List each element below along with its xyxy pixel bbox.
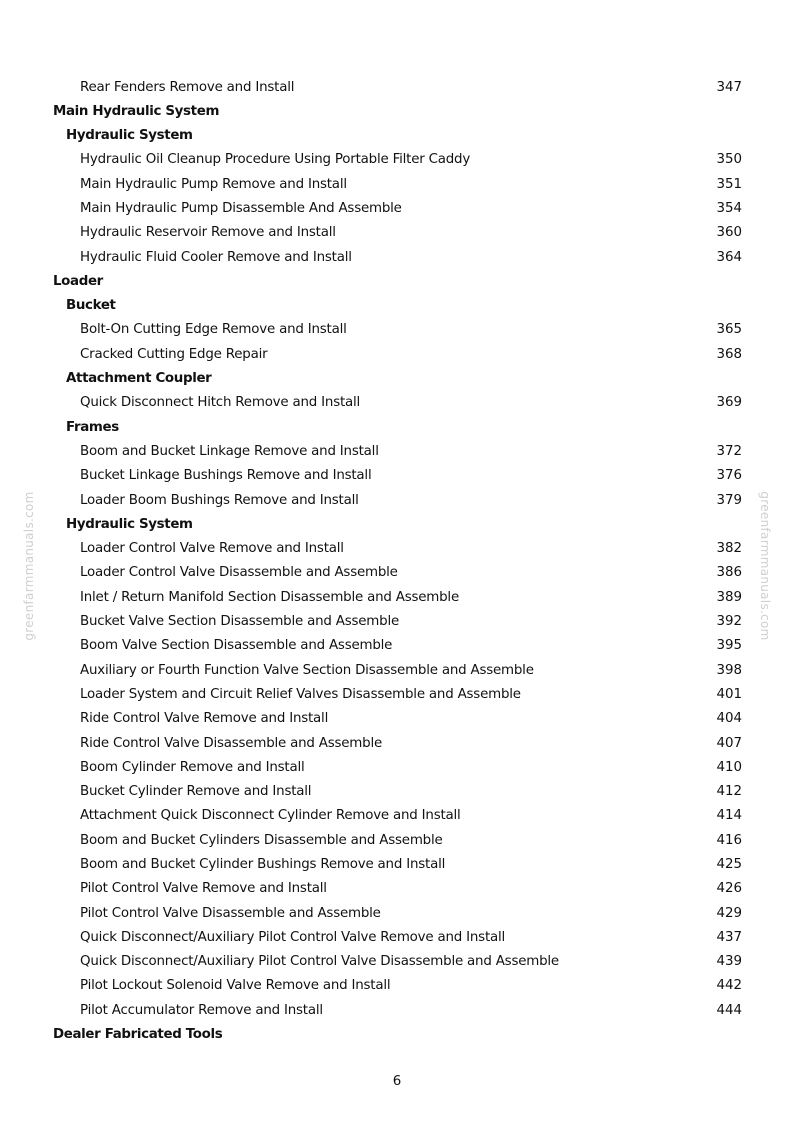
- toc-entry-page-number: 354: [716, 200, 742, 216]
- toc-entry-page-number: 398: [716, 662, 742, 678]
- toc-entry-title: Hydraulic Reservoir Remove and Install: [80, 225, 336, 241]
- toc-entry-title: Attachment Coupler: [66, 371, 212, 387]
- toc-entry[interactable]: [0, 489, 794, 513]
- toc-entry-title: Inlet / Return Manifold Section Disassemble and Assemble: [80, 589, 459, 605]
- toc-entry-page-number: 347: [716, 79, 742, 95]
- toc-entry[interactable]: [0, 561, 794, 585]
- toc-entry-page-number: 369: [716, 395, 742, 411]
- toc-entry-title: Pilot Control Valve Disassemble and Assemble: [80, 905, 381, 921]
- toc-entry-page-number: 429: [716, 905, 742, 921]
- toc-entry-page-number: 386: [716, 565, 742, 581]
- toc-entry-title: Auxiliary or Fourth Function Valve Section Disassemble and Assemble: [80, 662, 534, 678]
- toc-entry[interactable]: [0, 707, 794, 731]
- toc-entry-title: Rear Fenders Remove and Install: [80, 79, 295, 95]
- toc-entry-title: Loader System and Circuit Relief Valves Disassemble and Assemble: [80, 686, 521, 702]
- toc-entry-title: Loader Control Valve Remove and Install: [80, 541, 344, 557]
- toc-entry-title: Boom and Bucket Cylinder Bushings Remove and Install: [80, 857, 446, 872]
- toc-entry-page-number: 379: [716, 492, 742, 508]
- toc-entry-title: Ride Control Valve Remove and Install: [80, 711, 329, 727]
- toc-entry-title: Main Hydraulic Pump Remove and Install: [80, 176, 347, 192]
- toc-entry-title: Cracked Cutting Edge Repair: [80, 346, 268, 362]
- toc-entry[interactable]: [0, 683, 794, 707]
- toc-entry[interactable]: [0, 148, 794, 172]
- toc-section-heading: [0, 100, 794, 124]
- watermark-right: greenfarmmanuals.com: [758, 491, 772, 641]
- toc-entry-title: Hydraulic System: [66, 128, 193, 144]
- watermark-left: greenfarmmanuals.com: [22, 491, 36, 641]
- table-of-contents: [0, 76, 794, 1048]
- toc-entry[interactable]: [0, 877, 794, 901]
- toc-subsection-heading: [0, 124, 794, 148]
- toc-entry-title: Loader Boom Bushings Remove and Install: [80, 492, 359, 508]
- toc-entry[interactable]: [0, 610, 794, 634]
- toc-entry-page-number: 395: [716, 638, 742, 654]
- toc-subsection-heading: [0, 367, 794, 391]
- toc-entry-title: Boom Valve Section Disassemble and Assemble: [80, 638, 393, 654]
- toc-entry[interactable]: [0, 76, 794, 100]
- toc-entry[interactable]: [0, 926, 794, 950]
- toc-entry[interactable]: [0, 634, 794, 658]
- toc-entry[interactable]: [0, 902, 794, 926]
- toc-entry[interactable]: [0, 732, 794, 756]
- toc-entry[interactable]: [0, 659, 794, 683]
- toc-entry-title: Loader Control Valve Disassemble and Assemble: [80, 565, 398, 581]
- toc-entry[interactable]: [0, 318, 794, 342]
- toc-entry[interactable]: [0, 537, 794, 561]
- toc-entry-title: Quick Disconnect/Auxiliary Pilot Control Valve Disassemble and Assemble: [80, 954, 559, 970]
- toc-entry-title: Boom Cylinder Remove and Install: [80, 759, 305, 775]
- toc-entry-title: Quick Disconnect Hitch Remove and Install: [80, 395, 361, 411]
- toc-entry-page-number: 407: [716, 735, 742, 751]
- toc-entry-page-number: 389: [716, 589, 742, 605]
- toc-entry-page-number: 372: [716, 443, 742, 459]
- toc-entry[interactable]: [0, 999, 794, 1023]
- toc-entry-page-number: 414: [716, 808, 742, 824]
- toc-entry-page-number: 425: [716, 857, 742, 872]
- toc-entry-title: Frames: [66, 419, 119, 435]
- toc-entry-title: Main Hydraulic System: [53, 103, 220, 119]
- toc-entry[interactable]: [0, 197, 794, 221]
- toc-entry-title: Hydraulic System: [66, 516, 193, 532]
- toc-entry-page-number: 426: [716, 881, 742, 897]
- toc-entry[interactable]: [0, 829, 794, 853]
- toc-entry-title: Hydraulic Fluid Cooler Remove and Install: [80, 249, 352, 265]
- toc-entry-title: Pilot Lockout Solenoid Valve Remove and Install: [80, 978, 391, 994]
- toc-entry-page-number: 350: [716, 152, 742, 168]
- toc-entry-page-number: 365: [716, 322, 742, 338]
- toc-section-heading: [0, 1023, 794, 1047]
- toc-entry[interactable]: [0, 440, 794, 464]
- toc-entry-page-number: 368: [716, 346, 742, 362]
- toc-entry[interactable]: [0, 464, 794, 488]
- toc-entry-page-number: 364: [716, 249, 742, 265]
- toc-entry[interactable]: [0, 221, 794, 245]
- toc-entry-title: Attachment Quick Disconnect Cylinder Remove and Install: [80, 808, 461, 824]
- toc-section-heading: [0, 270, 794, 294]
- toc-entry[interactable]: [0, 974, 794, 998]
- toc-entry-page-number: 439: [716, 954, 742, 970]
- toc-entry[interactable]: [0, 804, 794, 828]
- toc-entry-title: Bucket Valve Section Disassemble and Assemble: [80, 614, 399, 630]
- toc-entry[interactable]: [0, 780, 794, 804]
- toc-subsection-heading: [0, 294, 794, 318]
- toc-entry-page-number: 376: [716, 468, 742, 484]
- toc-entry[interactable]: [0, 391, 794, 415]
- toc-entry-title: Bucket: [66, 298, 116, 314]
- toc-entry[interactable]: [0, 950, 794, 974]
- toc-entry-page-number: 416: [716, 832, 742, 848]
- toc-entry-title: Pilot Control Valve Remove and Install: [80, 881, 327, 897]
- toc-entry-title: Bolt-On Cutting Edge Remove and Install: [80, 322, 347, 338]
- toc-entry-page-number: 360: [716, 225, 742, 241]
- toc-entry-title: Pilot Accumulator Remove and Install: [80, 1002, 323, 1018]
- toc-entry-title: Ride Control Valve Disassemble and Assemble: [80, 735, 383, 751]
- toc-entry-page-number: 412: [716, 784, 742, 800]
- toc-entry-title: Bucket Cylinder Remove and Install: [80, 784, 312, 800]
- toc-entry-title: Main Hydraulic Pump Disassemble And Assemble: [80, 200, 402, 216]
- page-number: 6: [392, 1074, 402, 1089]
- toc-entry-title: Quick Disconnect/Auxiliary Pilot Control Valve Remove and Install: [80, 929, 506, 945]
- toc-entry-title: Boom and Bucket Cylinders Disassemble and Assemble: [80, 832, 443, 848]
- toc-entry[interactable]: [0, 343, 794, 367]
- toc-entry-page-number: 382: [716, 541, 742, 557]
- toc-entry[interactable]: [0, 246, 794, 270]
- toc-subsection-heading: [0, 416, 794, 440]
- toc-entry-page-number: 404: [716, 711, 742, 727]
- toc-entry-page-number: 442: [716, 978, 742, 994]
- toc-entry-title: Hydraulic Oil Cleanup Procedure Using Portable Filter Caddy: [80, 152, 471, 168]
- toc-entry-title: Bucket Linkage Bushings Remove and Install: [80, 468, 372, 484]
- toc-entry-page-number: 401: [716, 686, 742, 702]
- toc-entry-page-number: 410: [716, 759, 742, 775]
- toc-entry[interactable]: [0, 756, 794, 780]
- toc-subsection-heading: [0, 513, 794, 537]
- toc-entry-page-number: 444: [716, 1002, 742, 1018]
- toc-entry[interactable]: [0, 853, 794, 877]
- toc-entry-page-number: 392: [716, 614, 742, 630]
- toc-entry-title: Boom and Bucket Linkage Remove and Install: [80, 443, 379, 459]
- toc-entry-title: Loader: [53, 273, 103, 289]
- toc-entry-page-number: 351: [716, 176, 742, 192]
- toc-entry-title: Dealer Fabricated Tools: [53, 1027, 223, 1043]
- toc-entry[interactable]: [0, 586, 794, 610]
- toc-entry[interactable]: [0, 173, 794, 197]
- toc-entry-page-number: 437: [716, 929, 742, 945]
